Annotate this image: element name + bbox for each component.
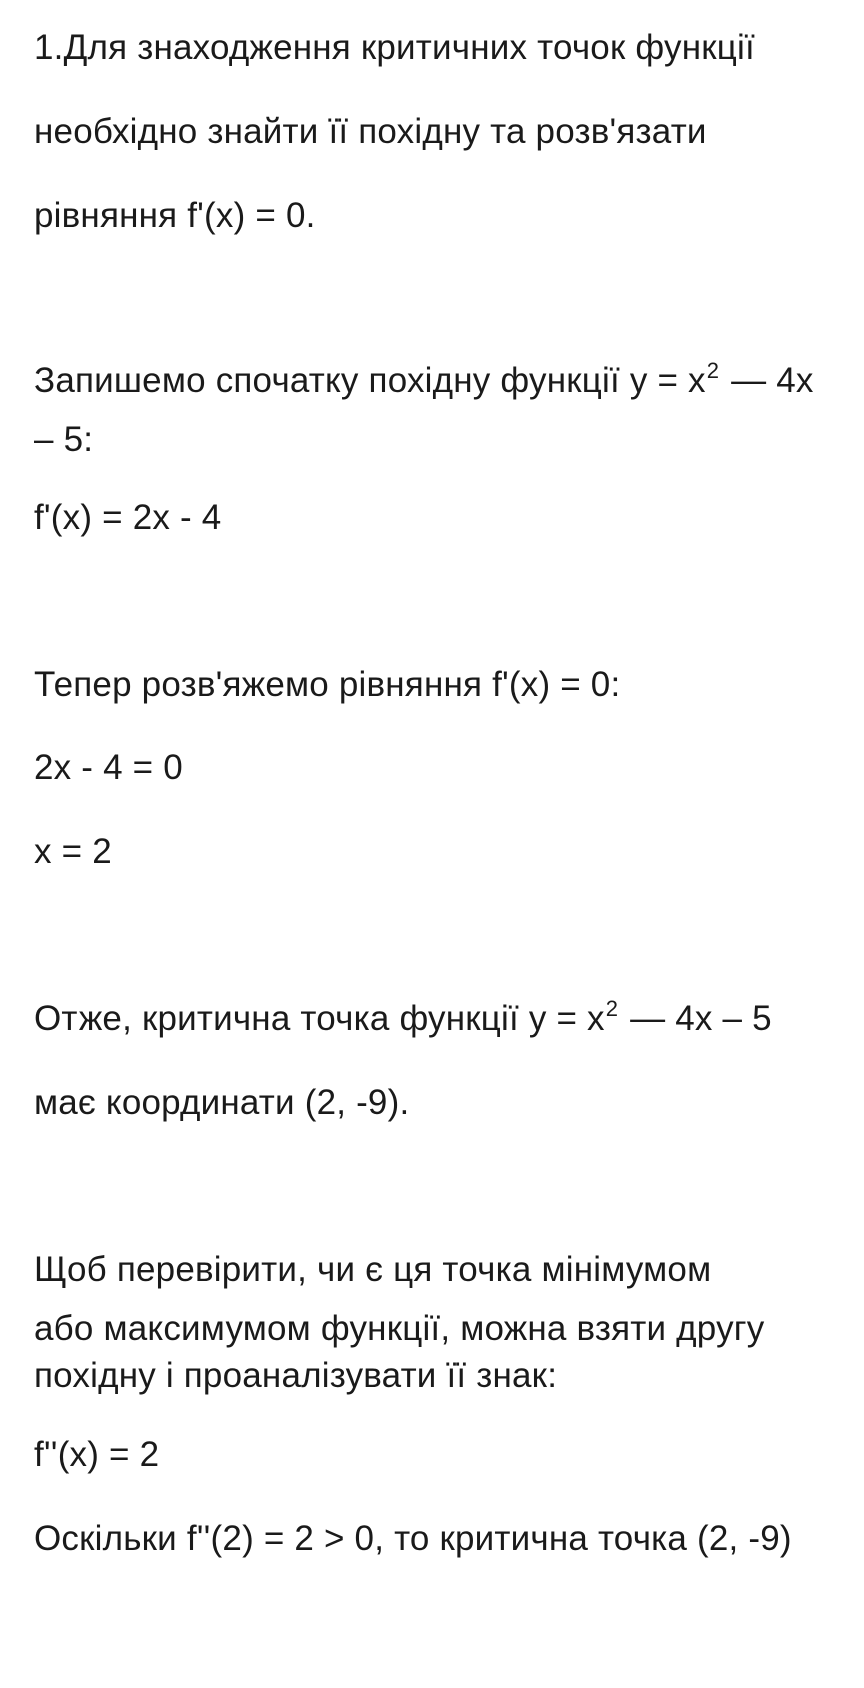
text-line-conclusion: Оскільки f''(2) = 2 > 0, то критична точка (2, -9)	[34, 1519, 792, 1558]
text-line-solve-equation: Тепер розв'яжемо рівняння f'(x) = 0:	[34, 665, 621, 704]
text-line-second-derivative: або максимумом функції, можна взяти другу	[34, 1309, 765, 1348]
text-segment: Запишемо спочатку похідну функції y = x	[34, 361, 706, 400]
text-segment: — 4x	[721, 361, 814, 400]
text-line-critical-point	[34, 997, 772, 1045]
superscript-exponent: 2	[706, 358, 720, 383]
text-line-write-derivative	[34, 359, 814, 407]
text-segment: — 4x – 5	[620, 999, 772, 1038]
text-line-check-extremum: Щоб перевірити, чи є ця точка мінімумом	[34, 1250, 712, 1289]
text-line-continuation: – 5:	[34, 420, 94, 459]
text-line-equation-condition: рівняння f'(x) = 0.	[34, 196, 316, 235]
text-line-equation: 2x - 4 = 0	[34, 748, 183, 787]
text-line-derivative-formula: f'(x) = 2x - 4	[34, 498, 222, 537]
text-line-intro: 1.Для знаходження критичних точок функції	[34, 28, 755, 67]
text-line-solution: x = 2	[34, 832, 112, 871]
text-line-coordinates: має координати (2, -9).	[34, 1083, 410, 1122]
superscript-exponent: 2	[605, 996, 619, 1021]
text-segment: Отже, критична точка функції y = x	[34, 999, 605, 1038]
text-line-second-derivative-value: f''(x) = 2	[34, 1435, 160, 1474]
text-line-derivative-needed: необхідно знайти її похідну та розв'язати	[34, 112, 707, 151]
text-line-analyze-sign: похідну і проаналізувати її знак:	[34, 1356, 558, 1395]
